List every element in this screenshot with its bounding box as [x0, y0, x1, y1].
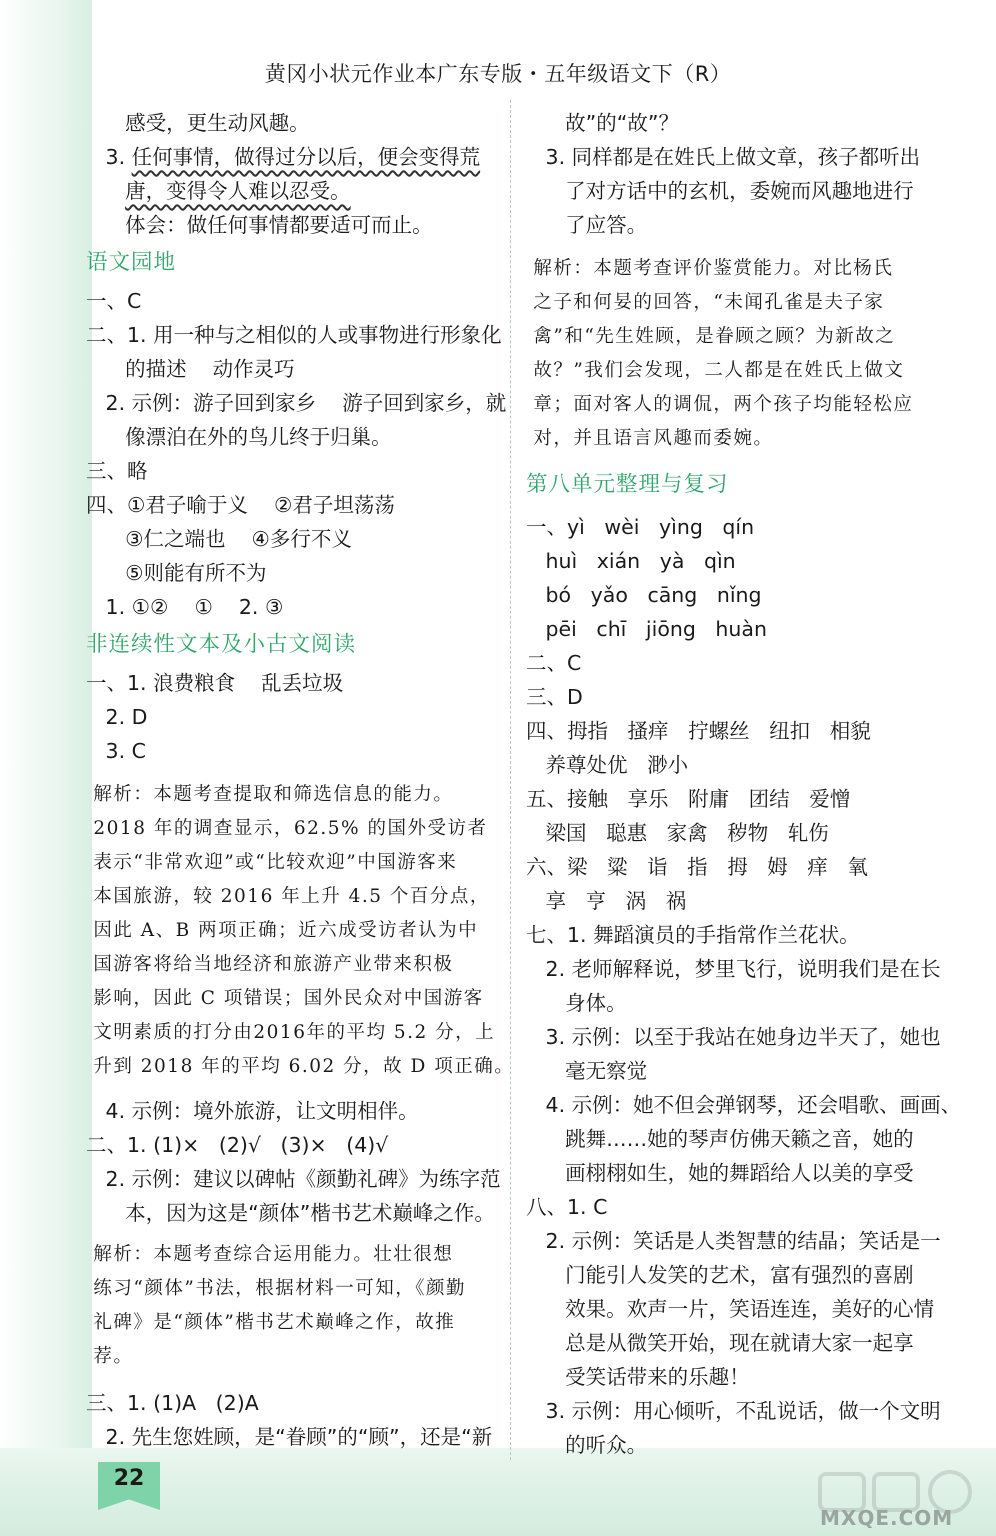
analysis-line: 升到 2018 年的平均 6.02 分，故 D 项正确。: [86, 1056, 515, 1077]
answer-line: 画栩栩如生，她的舞蹈给人以美的享受: [526, 1161, 914, 1185]
answer-line: 2. 示例：建议以碑帖《颜勤礼碑》为练字范: [86, 1167, 501, 1191]
answer-line: 二、1. 用一种与之相似的人或事物进行形象化: [86, 323, 502, 347]
analysis-line: 练习“颜体”书法，根据材料一可知，《颜勤: [86, 1278, 467, 1299]
answer-line: 2. 示例：游子回到家乡 游子回到家乡，就: [86, 391, 507, 415]
page-header: 黄冈小状元作业本广东专版・五年级语文下（R）: [264, 62, 732, 86]
watermark-text: MXQE.COM: [820, 1506, 954, 1530]
answer-line: 六、梁 粱 诣 指 拇 姆 痒 氧: [526, 855, 868, 879]
answer-line: 4. 示例：她不但会弹钢琴，还会唱歌、画画、: [526, 1093, 962, 1117]
analysis-line: 表示“非常欢迎”或“比较欢迎”中国游客来: [86, 852, 458, 873]
answer-line: 一、1. 浪费粮食 乱丢垃圾: [86, 671, 344, 695]
answer-line: 3. 示例：用心倾听，不乱说话，做一个文明: [526, 1399, 941, 1423]
left-decorative-band: [0, 0, 92, 1536]
answer-line: 四、拇指 搔痒 拧螺丝 纽扣 相貌: [526, 719, 871, 743]
answer-line: bó yǎo cāng nǐng: [526, 583, 762, 607]
analysis-line: 章；面对客人的调侃，两个孩子均能轻松应: [526, 394, 914, 415]
answer-line: 2. D: [86, 705, 148, 729]
answer-line: 二、C: [526, 651, 582, 675]
answer-line: 了应答。: [526, 213, 648, 237]
analysis-line: 荐。: [86, 1346, 134, 1367]
answer-line: 梁国 聪惠 家禽 秽物 轧伤: [526, 821, 829, 845]
answer-line: 3. 同样都是在姓氏上做文章，孩子都听出: [526, 145, 921, 169]
answer-line: 总是从微笑开始，现在就请大家一起享: [526, 1331, 914, 1355]
answer-line: 身体。: [526, 991, 627, 1015]
analysis-line: 因此 A、B 两项正确；近六成受访者认为中: [86, 920, 479, 941]
analysis-line: 礼碑》是“颜体”楷书艺术巅峰之作，故推: [86, 1312, 456, 1333]
analysis-line: 解析：本题考查综合运用能力。壮壮很想: [86, 1244, 454, 1265]
answer-line: 享 亨 涡 祸: [526, 889, 687, 913]
answer-line: 3. 示例：以至于我站在她身边半天了，她也: [526, 1025, 941, 1049]
analysis-line: 禽”和“先生姓顾，是眷顾之顾？为新故之: [526, 326, 896, 347]
analysis-line: 国游客将给当地经济和旅游产业带来积极: [86, 954, 454, 975]
answer-line: 4. 示例：境外旅游，让文明相伴。: [86, 1099, 419, 1123]
answer-line: 2. 示例：笑话是人类智慧的结晶；笑话是一: [526, 1229, 941, 1253]
answer-line: 的描述 动作灵巧: [86, 357, 295, 381]
analysis-line: 之子和何妟的回答，“未闻孔雀是夫子家: [526, 292, 885, 313]
section-heading: 非连续性文本及小古文阅读: [86, 632, 357, 657]
answer-line: huì xián yà qìn: [526, 549, 736, 573]
analysis-line: 影响，因此 C 项错误；国外民众对中国游客: [86, 988, 484, 1009]
answer-line: 像漂泊在外的鸟儿终于归巢。: [86, 425, 392, 449]
answer-line: 八、1. C: [526, 1195, 608, 1219]
answer-line: 受笑话带来的乐趣！: [526, 1365, 750, 1389]
answer-line: 七、1. 舞蹈演员的手指常作兰花状。: [526, 923, 860, 947]
answer-line: 故”的“故”？: [526, 111, 679, 135]
column-divider: [510, 100, 511, 1460]
answer-line: 2. 老师解释说，梦里飞行，说明我们是在长: [526, 957, 941, 981]
answer-line: 毫无察觉: [526, 1059, 648, 1083]
answer-line: 感受，更生动风趣。: [86, 111, 310, 135]
answer-line: 养尊处优 渺小: [526, 753, 689, 777]
answer-line: 体会：做任何事情都要适可而止。: [86, 213, 433, 237]
answer-line: 一、yì wèi yìng qín: [526, 515, 755, 539]
answer-line: 一、C: [86, 289, 142, 313]
section-heading: 语文园地: [86, 250, 177, 275]
analysis-line: 对，并且语言风趣而委婉。: [526, 428, 774, 449]
answer-line: 二、1. (1)× (2)√ (3)× (4)√: [86, 1133, 389, 1157]
answer-line: ⑤则能有所不为: [86, 561, 267, 585]
answer-line: 本，因为这是“颜体”楷书艺术巅峰之作。: [86, 1201, 495, 1225]
analysis-line: 2018 年的调查显示，62.5% 的国外受访者: [86, 818, 488, 839]
answer-line: 的听众。: [526, 1433, 648, 1457]
answer-line: 1. ①② ① 2. ③: [86, 595, 284, 619]
analysis-line: 故？”我们会发现，二人都是在姓氏上做文: [526, 360, 905, 381]
answer-line: 三、D: [526, 685, 583, 709]
analysis-line: 解析：本题考查提取和筛选信息的能力。: [86, 784, 454, 805]
answer-line: 五、接触 享乐 附庸 团结 爱憎: [526, 787, 851, 811]
answer-line: pēi chī jiōng huàn: [526, 617, 767, 641]
answer-line: 了对方话中的玄机，委婉而风趣地进行: [526, 179, 914, 203]
analysis-line: 解析：本题考查评价鉴赏能力。对比杨氏: [526, 258, 894, 279]
analysis-line: 本国旅游，较 2016 年上升 4.5 个百分点，: [86, 886, 490, 907]
answer-line: 3. 任何事情，做得过分以后，便会变得荒: [86, 145, 481, 169]
answer-line: 效果。欢声一片，笑语连连，美好的心情: [526, 1297, 935, 1321]
page-number: 22: [113, 1466, 145, 1491]
answer-line: 三、略: [86, 459, 148, 483]
answer-line: 唐，变得令人难以忍受。: [125, 179, 351, 203]
section-heading: 第八单元整理与复习: [526, 472, 729, 497]
answer-line: ③仁之端也 ④多行不义: [86, 527, 352, 551]
answer-line: 3. C: [86, 739, 146, 763]
answer-line: 三、1. (1)A (2)A: [86, 1391, 259, 1415]
answer-line: 四、①君子喻于义 ②君子坦荡荡: [86, 493, 395, 517]
answer-line: 门能引人发笑的艺术，富有强烈的喜剧: [526, 1263, 914, 1287]
answer-line: 2. 先生您姓顾，是“眷顾”的“顾”，还是“新: [86, 1425, 493, 1449]
analysis-line: 文明素质的打分由2016年的平均 5.2 分，上: [86, 1022, 496, 1043]
answer-line: 跳舞……她的琴声仿佛天籁之音，她的: [526, 1127, 914, 1151]
